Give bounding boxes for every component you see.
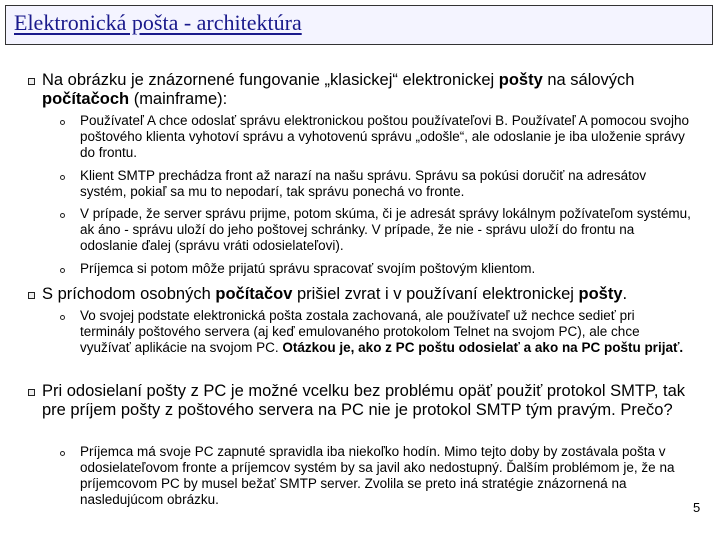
sub-bullet-circle-icon [60, 268, 65, 273]
text-segment: Na obrázku je znázornené fungovanie „klasickej“ elektronickej [42, 71, 499, 89]
bullet-square-icon [28, 78, 35, 85]
sub-bullet-text [80, 444, 692, 508]
text-segment: (mainframe): [129, 90, 228, 108]
sub-bullet-text [80, 308, 692, 356]
sub-bullet-circle-icon [60, 175, 65, 180]
bullet-text [42, 71, 687, 109]
bullet-square-icon [28, 292, 35, 299]
bullet-text [42, 382, 687, 420]
sub-bullet-text [80, 206, 692, 254]
text-segment: Príjemca si potom môže prijatú správu spracovať svojím poštovým klientom. [80, 261, 536, 276]
bold-text-segment: počítačov [215, 285, 293, 303]
sub-bullet-text [80, 261, 692, 277]
sub-bullet-circle-icon [60, 451, 65, 456]
sub-bullet-text [80, 168, 692, 200]
bold-text-segment: Otázkou je, ako z PC poštu odosielať a ako na PC poštu prijať. [282, 340, 684, 355]
text-segment: prišiel zvrat i v používaní elektronickej [292, 285, 579, 303]
sub-bullet-circle-icon [60, 315, 65, 320]
page-number: 5 [693, 500, 701, 515]
bold-text-segment: pošty [498, 71, 543, 89]
bullet-text [42, 285, 687, 304]
slide-title: Elektronická pošta - architektúra [14, 10, 302, 35]
sub-bullet-circle-icon [60, 120, 65, 125]
text-segment: S príchodom osobných [42, 285, 216, 303]
bold-text-segment: počítačoch [42, 90, 130, 108]
sub-bullet-circle-icon [60, 213, 65, 218]
sub-bullet-text [80, 113, 692, 161]
text-segment: Vo svojej podstate elektronická pošta zostala zachovaná, ale používateľ už nechce sedieť pri terminály poštového servera (aj keď emulovaného protokolom Telnet na svojom PC), ale chce využívať aplikácie na svojom PC. [80, 308, 640, 355]
text-segment: Používateľ A chce odoslať správu elektronickou poštou používateľovi B. Používateľ A pomocou svojho poštového klienta vyhotoví správu a vyhotovenú správu „odošle“, ale odoslanie je iba uloženie správy do frontu. [80, 113, 689, 160]
bold-text-segment: pošty [578, 285, 623, 303]
text-segment: Klient SMTP prechádza front až narazí na našu správu. Správu sa pokúsi doručiť na adresátov systém, pokiaľ sa mu to nepodarí, tak správu ponechá vo fronte. [80, 168, 647, 199]
text-segment: . [622, 285, 628, 303]
text-segment: V prípade, že server správu prijme, potom skúma, či je adresát správy lokálnym požívateľom systému, ak áno - správu uloží do jeho poštovej schránky. V prípade, že nie - správu uloží do frontu na odoslanie ďalej (správu vráti odosielateľovi). [80, 206, 691, 253]
slide-title-bar [5, 5, 713, 45]
text-segment: Príjemca má svoje PC zapnuté spravidla iba niekoľko hodín. Mimo tejto doby by zostávala pošta v odosielateľovom fronte a príjemcov systém by sa javil ako nedostupný. Ďalším problémom je, že na príjemcovom PC by musel bežať SMTP server. Zvolila se preto iná stratégie znázornená na nasledujúcom obrázku. [80, 444, 675, 507]
text-segment: Pri odosielaní pošty z PC je možné vcelku bez problému opäť použiť protokol SMTP, tak pre príjem pošty z poštového servera na PC nie je protokol SMTP tým pravým. Prečo? [42, 382, 686, 419]
text-segment: na sálových [542, 71, 635, 89]
bullet-square-icon [28, 389, 35, 396]
